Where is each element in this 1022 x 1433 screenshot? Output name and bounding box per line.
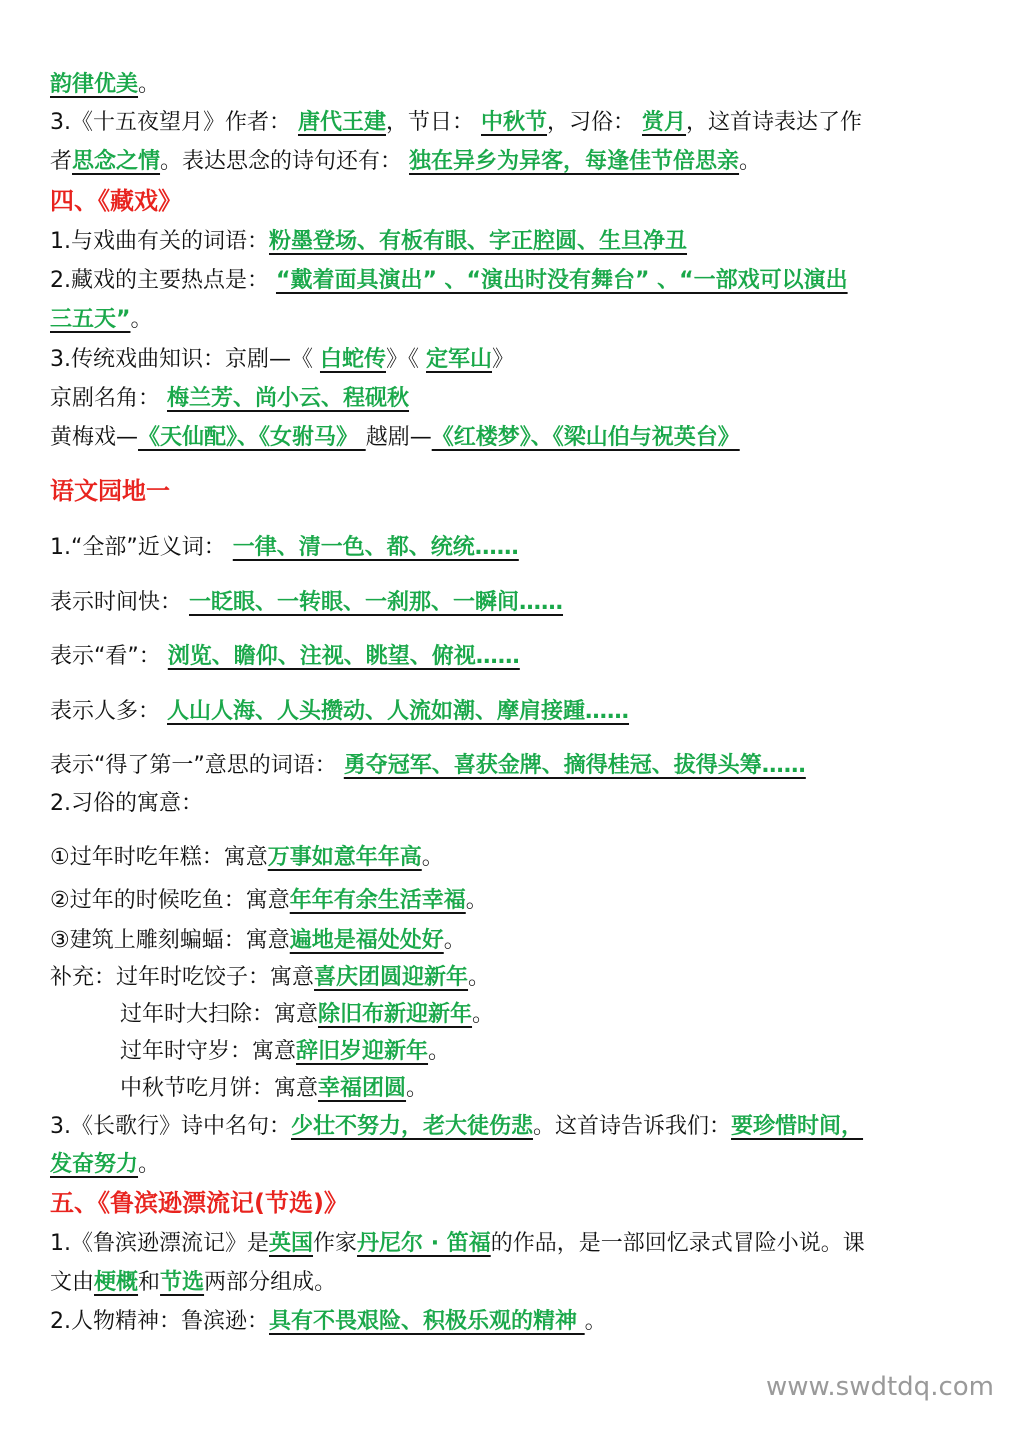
prompt-text: 1.《鲁滨逊漂流记》是 xyxy=(50,1231,269,1256)
answer-text: 遍地是福处处好 xyxy=(289,928,444,953)
answer-text: 万事如意年年高 xyxy=(267,845,422,870)
answer-text: 具有不畏艰险、积极乐观的精神 xyxy=(269,1309,585,1334)
answer-text: 粉墨登场、有板有眼、字正腔圆、生旦净丑 xyxy=(269,229,688,254)
prompt-text: 四、《藏戏》 xyxy=(50,187,182,215)
prompt-text: 者 xyxy=(50,149,73,174)
prompt-text: 过年时大扫除：寓意 xyxy=(120,1002,319,1027)
text-line xyxy=(120,1074,428,1104)
answer-text: 人山人海、人头攒动、人流如潮、摩肩接踵…… xyxy=(167,699,630,724)
prompt-text: 》《 xyxy=(386,347,426,372)
answer-text: 除旧布新迎新年 xyxy=(318,1002,473,1027)
answer-text: 《红楼梦》、《梁山伯与祝英台》 xyxy=(431,425,740,450)
text-line xyxy=(50,305,152,335)
answer-text: 辞旧岁迎新年 xyxy=(296,1039,429,1064)
prompt-text: 3.《十五夜望月》作者： xyxy=(50,110,298,135)
text-line xyxy=(50,1150,160,1180)
section-heading xyxy=(50,1188,348,1218)
answer-text: 英国 xyxy=(269,1231,314,1256)
answer-text: 勇夺冠军、喜获金牌、摘得桂冠、拔得头筹…… xyxy=(343,753,806,778)
prompt-text: ③建筑上雕刻蝙蝠：寓意 xyxy=(50,928,290,953)
prompt-text: 1.“全部”近义词： xyxy=(50,535,233,560)
answer-text: 唐代王建 xyxy=(297,110,386,135)
section-heading xyxy=(50,186,182,216)
prompt-text: ，这首诗表达了作 xyxy=(686,110,863,135)
text-line xyxy=(50,1307,607,1337)
text-line xyxy=(50,345,514,375)
text-line xyxy=(50,1112,863,1142)
section-heading xyxy=(50,476,170,506)
text-line xyxy=(50,384,409,414)
text-line xyxy=(50,886,488,916)
prompt-text: 表示人多： xyxy=(50,699,167,724)
text-line xyxy=(50,108,862,138)
answer-text: 独在异乡为异客，每逢佳节倍思亲 xyxy=(409,149,740,174)
prompt-text: 。 xyxy=(138,1152,161,1177)
prompt-text: 越剧— xyxy=(365,425,432,450)
answer-text: 思念之情 xyxy=(72,149,161,174)
answer-text: 少壮不努力，老大徒伤悲 xyxy=(291,1114,534,1139)
prompt-text: 京剧名角： xyxy=(50,386,167,411)
prompt-text: 2.人物精神：鲁滨逊： xyxy=(50,1309,269,1334)
text-line xyxy=(120,1037,450,1067)
prompt-text: 。 xyxy=(138,72,161,97)
answer-text: 白蛇传 xyxy=(319,347,386,372)
answer-text: 节选 xyxy=(160,1270,205,1295)
prompt-text: 。这首诗告诉我们： xyxy=(533,1114,732,1139)
text-line xyxy=(50,588,563,618)
answer-text: 喜庆团圆迎新年 xyxy=(314,965,469,990)
text-line xyxy=(50,1229,865,1259)
answer-text: 梗概 xyxy=(94,1270,139,1295)
prompt-text: 。 xyxy=(465,888,488,913)
answer-text: 中秋节 xyxy=(481,110,548,135)
text-line xyxy=(50,147,761,177)
prompt-text: 语文园地一 xyxy=(50,477,170,505)
prompt-text: 表示“得了第一”意思的词语： xyxy=(50,753,344,778)
text-line xyxy=(50,1268,336,1298)
answer-text: 一眨眼、一转眼、一刹那、一瞬间…… xyxy=(189,590,564,615)
prompt-text: 。 xyxy=(443,928,466,953)
prompt-text: 》 xyxy=(492,347,515,372)
text-line xyxy=(50,227,687,257)
answer-text: 一律、清一色、都、统统…… xyxy=(232,535,519,560)
prompt-text: 3.《长歌行》诗中名句： xyxy=(50,1114,291,1139)
prompt-text: 2.习俗的寓意： xyxy=(50,791,203,816)
text-line xyxy=(120,1000,494,1030)
prompt-text: 1.与戏曲有关的词语： xyxy=(50,229,269,254)
answer-text: 发奋努力 xyxy=(50,1152,139,1177)
prompt-text: 2.藏戏的主要热点是： xyxy=(50,268,276,293)
answer-text: 年年有余生活幸福 xyxy=(289,888,466,913)
text-line xyxy=(50,843,444,873)
text-line xyxy=(50,697,629,727)
prompt-text: 。 xyxy=(468,965,491,990)
prompt-text: 。 xyxy=(421,845,444,870)
prompt-text: 文由 xyxy=(50,1270,95,1295)
answer-text: 要珍惜时间， xyxy=(731,1114,864,1139)
prompt-text: 表示时间快： xyxy=(50,590,189,615)
prompt-text: 。 xyxy=(130,307,153,332)
prompt-text: 。 xyxy=(472,1002,495,1027)
prompt-text: 。 xyxy=(406,1076,429,1101)
text-line xyxy=(50,423,740,453)
prompt-text: 的作品，是一部回忆录式冒险小说。课 xyxy=(490,1231,865,1256)
prompt-text: 中秋节吃月饼：寓意 xyxy=(120,1076,319,1101)
text-line xyxy=(50,70,160,100)
text-line xyxy=(50,963,490,993)
answer-text: 赏月 xyxy=(642,110,687,135)
prompt-text: 两部分组成。 xyxy=(204,1270,337,1295)
answer-text: 《天仙配》、《女驸马》 xyxy=(138,425,366,450)
text-line xyxy=(50,642,520,672)
prompt-text: 。表达思念的诗句还有： xyxy=(160,149,410,174)
answer-text: 定军山 xyxy=(426,347,493,372)
prompt-text: 黄梅戏— xyxy=(50,425,139,450)
watermark-text: www.swdtdq.com xyxy=(766,1372,994,1402)
prompt-text: 3.传统戏曲知识：京剧—《 xyxy=(50,347,320,372)
prompt-text: 。 xyxy=(584,1309,607,1334)
answer-text: 三五天” xyxy=(50,307,131,332)
prompt-text: ，节日： xyxy=(386,110,481,135)
prompt-text: 和 xyxy=(138,1270,161,1295)
prompt-text: 五、《鲁滨逊漂流记(节选)》 xyxy=(50,1189,348,1217)
text-line xyxy=(50,533,519,563)
text-line xyxy=(50,926,466,956)
prompt-text: 补充：过年时吃饺子：寓意 xyxy=(50,965,315,990)
prompt-text: ，习俗： xyxy=(547,110,643,135)
answer-text: “戴着面具演出” 、“演出时没有舞台” 、“一部戏可以演出 xyxy=(275,268,848,293)
answer-text: 韵律优美 xyxy=(50,72,139,97)
answer-text: 幸福团圆 xyxy=(318,1076,407,1101)
answer-text: 浏览、瞻仰、注视、眺望、俯视…… xyxy=(167,644,520,669)
prompt-text: 。 xyxy=(428,1039,451,1064)
prompt-text: 。 xyxy=(739,149,762,174)
text-line xyxy=(50,751,806,781)
text-line xyxy=(50,266,848,296)
prompt-text: 表示“看”： xyxy=(50,644,168,669)
prompt-text: ①过年时吃年糕：寓意 xyxy=(50,845,268,870)
text-line xyxy=(50,789,203,819)
prompt-text: 过年时守岁：寓意 xyxy=(120,1039,297,1064)
answer-text: 丹尼尔 · 笛福 xyxy=(357,1231,491,1256)
answer-text: 梅兰芳、尚小云、程砚秋 xyxy=(167,386,410,411)
prompt-text: ②过年的时候吃鱼：寓意 xyxy=(50,888,290,913)
prompt-text: 作家 xyxy=(313,1231,358,1256)
